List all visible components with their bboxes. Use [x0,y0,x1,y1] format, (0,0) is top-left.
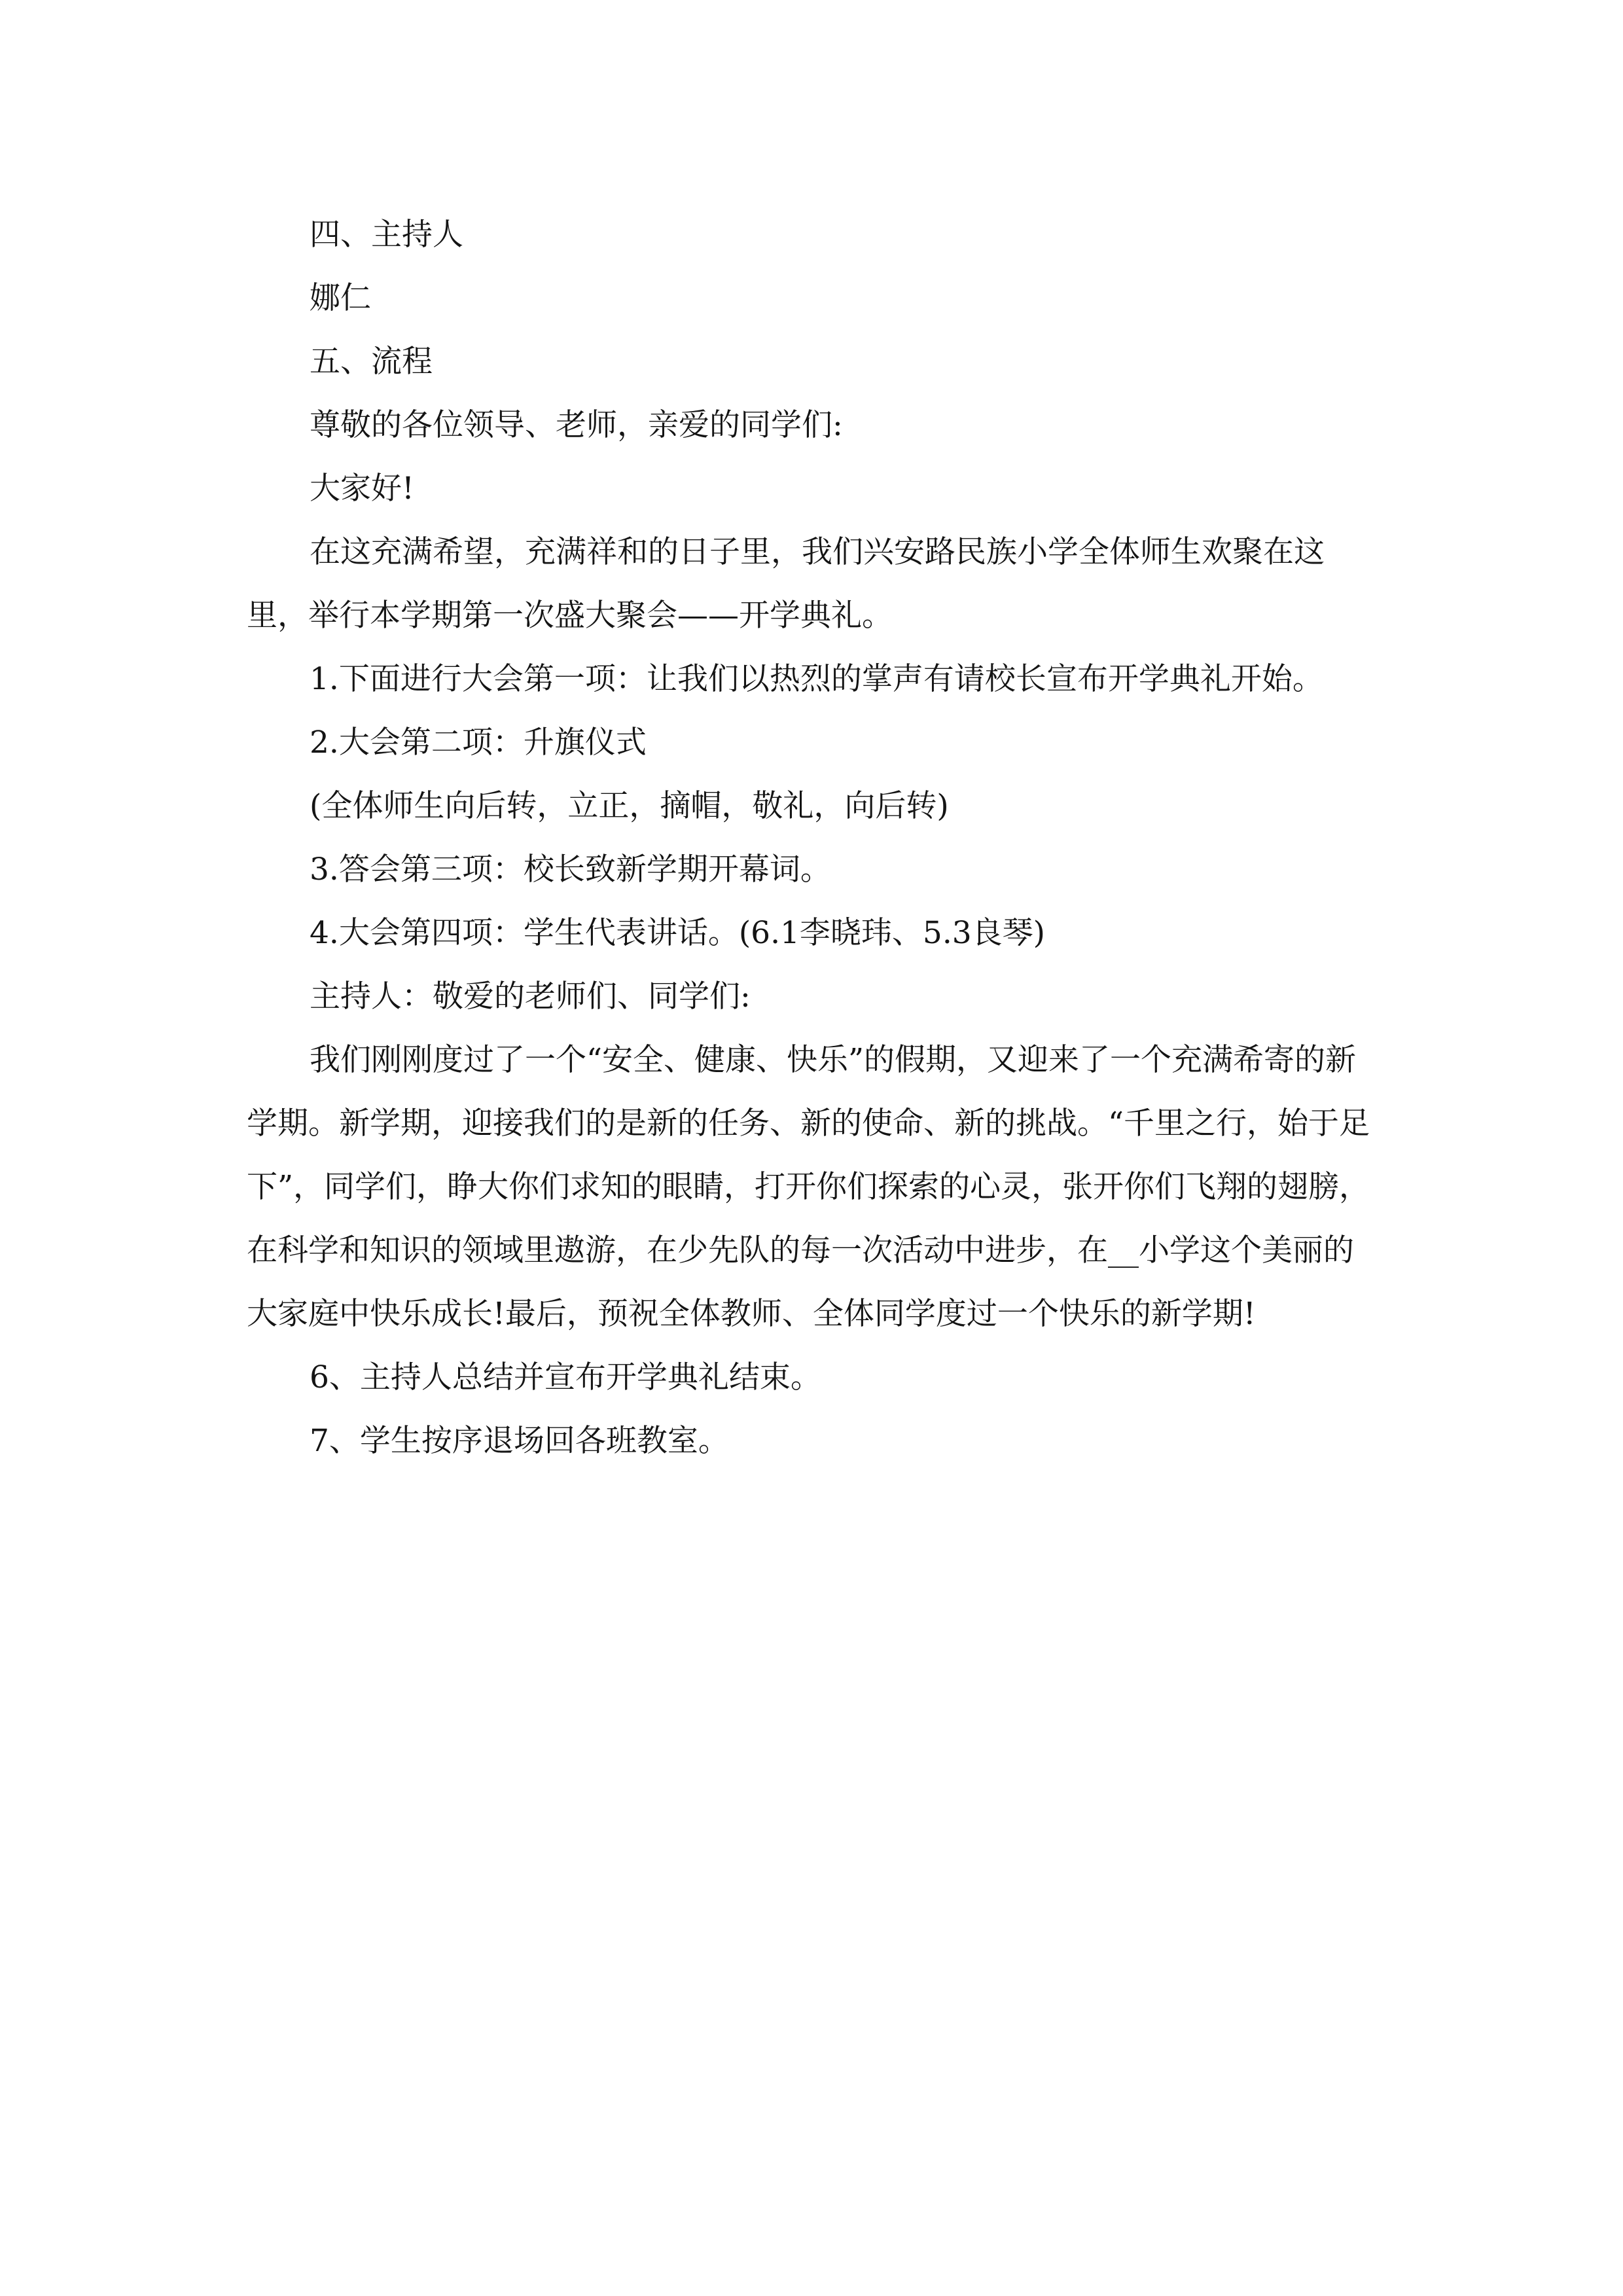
host-speech-paragraph: 我们刚刚度过了一个“安全、健康、快乐”的假期，又迎来了一个充满希寄的新学期。新学期，迎接我们的是新的任务、新的使命、新的挑战。“千里之行，始于足下”，同学们，睁大你们求知的眼睛，打开你们探索的心灵，张开你们飞翔的翅膀，在科学和知识的领域里遨游，在少先队的每一次活动中进步，在__小学这个美丽的大家庭中快乐成长!最后，预祝全体教师、全体同学度过一个快乐的新学期! [247,1042,1370,1332]
agenda-item-1: 1.下面进行大会第一项：让我们以热烈的掌声有请校长宣布开学典礼开始。 [310,661,1323,697]
document-body [247,203,1378,1473]
agenda-item-2-note: (全体师生向后转，立正，摘帽，敬礼，向后转) [310,788,949,824]
host-address: 主持人：敬爱的老师们、同学们: [310,978,751,1014]
host-name: 娜仁 [310,280,371,316]
agenda-item-7: 7、学生按序退场回各班教室。 [310,1423,729,1459]
agenda-item-3: 3.答会第三项：校长致新学期开幕词。 [310,852,831,888]
salutation: 尊敬的各位领导、老师，亲爱的同学们: [310,407,843,443]
section-heading-procedure: 五、流程 [310,344,433,380]
section-heading-host: 四、主持人 [310,217,463,253]
agenda-item-6: 6、主持人总结并宣布开学典礼结束。 [310,1359,821,1395]
opening-paragraph: 在这充满希望，充满祥和的日子里，我们兴安路民族小学全体师生欢聚在这里，举行本学期第一次盛大聚会——开学典礼。 [247,534,1325,634]
agenda-item-4: 4.大会第四项：学生代表讲话。(6.1李晓玮、5.3良琴) [310,915,1046,951]
agenda-item-2: 2.大会第二项：升旗仪式 [310,725,647,761]
greeting: 大家好! [310,471,414,507]
